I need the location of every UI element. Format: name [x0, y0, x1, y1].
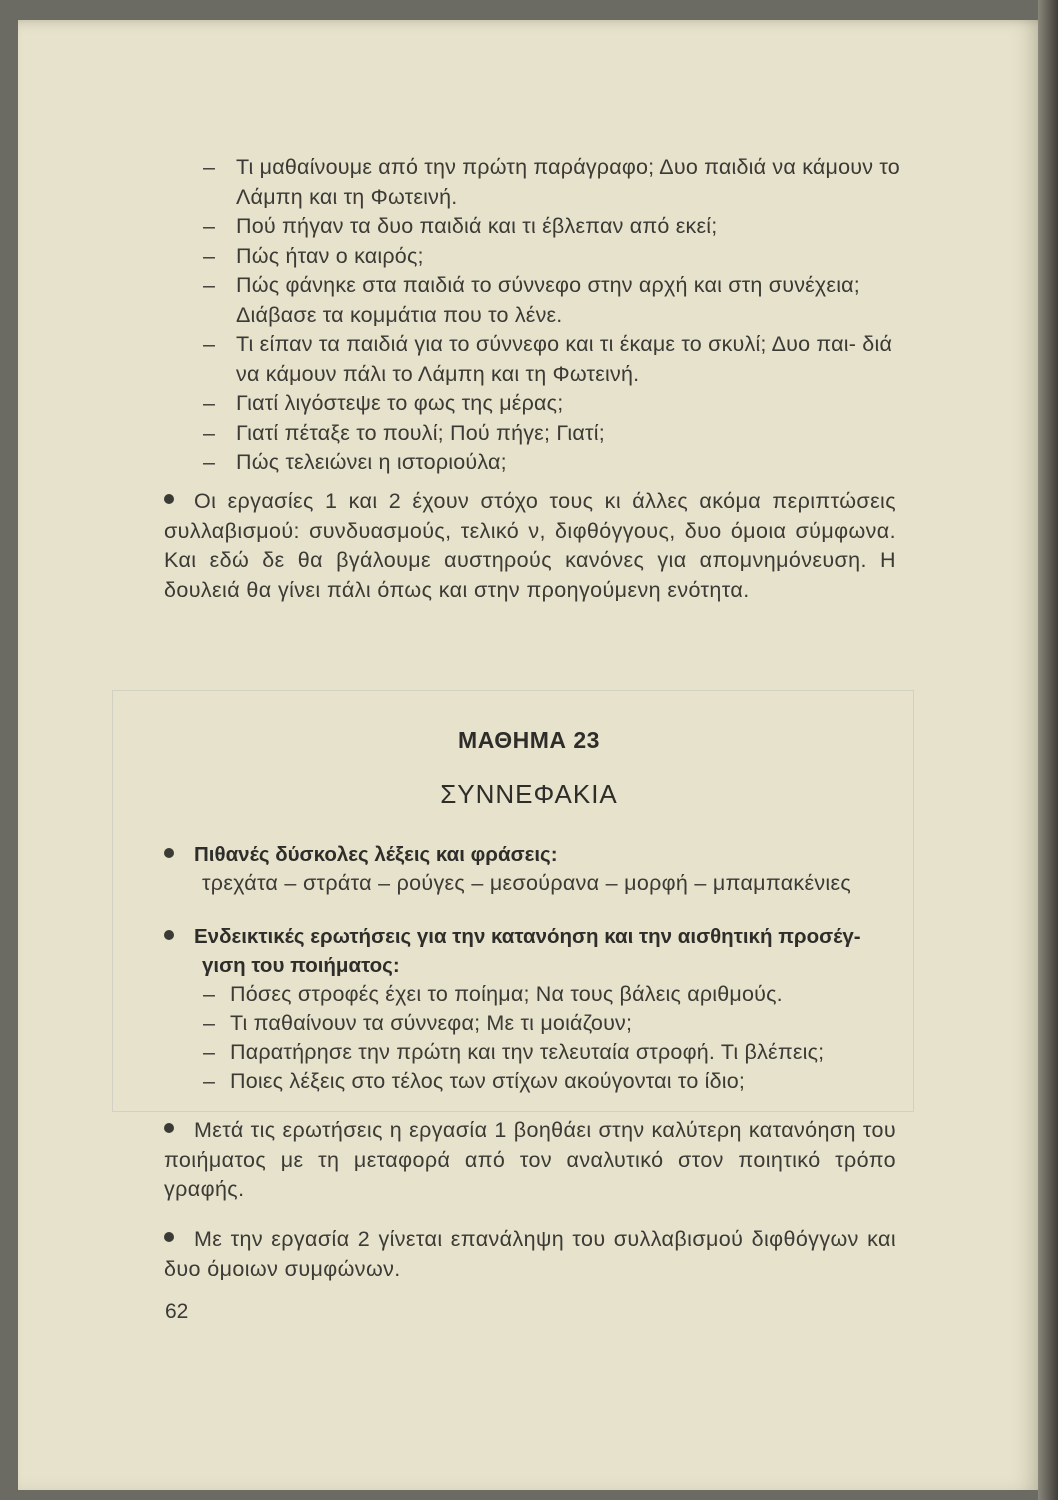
bullet-icon: [164, 848, 174, 858]
comprehension-question-list: [203, 980, 903, 1096]
list-item: – Πώς ήταν ο καιρός;: [203, 242, 903, 272]
bullet-icon: [164, 930, 174, 940]
page-number: 62: [165, 1300, 189, 1323]
note-exercise1-paragraph: Μετά τις ερωτήσεις η εργασία 1 βοηθάει στην καλύτερη κατανόηση του ποιήματος με τη μεταφορά από τον αναλυτικό στον ποιητικό τρόπο γραφής.: [164, 1118, 896, 1201]
list-item: – Πού πήγαν τα δυο παιδιά και τι έβλεπαν από εκεί;: [203, 212, 903, 242]
bullet-icon: [164, 1123, 174, 1133]
intro-question-list: [203, 153, 903, 478]
difficult-words-list: τρεχάτα – στράτα – ρούγες – μεσούρανα – μορφή – μπαμπακένιες: [202, 871, 852, 895]
list-item: – Γιατί πέταξε το πουλί; Πού πήγε; Γιατί;: [203, 419, 903, 449]
list-item: – Πόσες στροφές έχει το ποίημα; Να τους βάλεις αριθμούς.: [203, 980, 903, 1009]
note-exercise2-paragraph: Με την εργασία 2 γίνεται επανάληψη του συλλαβισμού διφθόγγων και δυο όμοιων συμφώνων.: [164, 1227, 896, 1281]
comprehension-label-cont: γιση του ποιήματος:: [202, 954, 400, 977]
comprehension-label: Ενδεικτικές ερωτήσεις για την κατανόηση και την αισθητική προσέγ-: [194, 925, 861, 948]
difficult-words-label: Πιθανές δύσκολες λέξεις και φράσεις:: [194, 843, 558, 866]
difficult-words-section: [164, 840, 904, 898]
comprehension-section: [164, 922, 904, 980]
list-item: – Τι μαθαίνουμε από την πρώτη παράγραφο; Δυο παιδιά να κάμουν το Λάμπη και τη Φωτεινή.: [203, 153, 903, 212]
lesson-title: ΣΥΝΝΕΦΑΚΙΑ: [440, 779, 618, 809]
list-item: – Τι παθαίνουν τα σύννεφα; Με τι μοιάζουν;: [203, 1009, 903, 1038]
list-item: – Παρατήρησε την πρώτη και την τελευταία στροφή. Τι βλέπεις;: [203, 1038, 903, 1067]
list-item: – Ποιες λέξεις στο τέλος των στίχων ακούγονται το ίδιο;: [203, 1067, 903, 1096]
bullet-icon: [164, 494, 174, 504]
list-item: – Τι είπαν τα παιδιά για το σύννεφο και τι έκαμε το σκυλί; Δυο παι- διά να κάμουν πάλι το Λάμπη και τη Φωτεινή.: [203, 330, 903, 389]
bullet-icon: [164, 1232, 174, 1242]
note-exercises-paragraph: Οι εργασίες 1 και 2 έχουν στόχο τους κι άλλες ακόμα περιπτώσεις συλλαβισμού: συνδυασμούς, τελικό ν, διφθόγγους, δυο όμοια σύμφωνα. Και εδώ δε θα βγάλουμε αυστηρούς κανόνες για απομνημόνευση. Η δουλειά θα γίνει πάλι όπως και στην προηγούμενη ενότητα.: [164, 489, 896, 602]
lesson-number: ΜΑΘΗΜΑ 23: [458, 727, 600, 753]
list-item: – Πώς τελειώνει η ιστοριούλα;: [203, 448, 903, 478]
list-item: – Γιατί λιγόστεψε το φως της μέρας;: [203, 389, 903, 419]
list-item: – Πώς φάνηκε στα παιδιά το σύννεφο στην αρχή και στη συνέχεια; Διάβασε τα κομμάτια που το λένε.: [203, 271, 903, 330]
